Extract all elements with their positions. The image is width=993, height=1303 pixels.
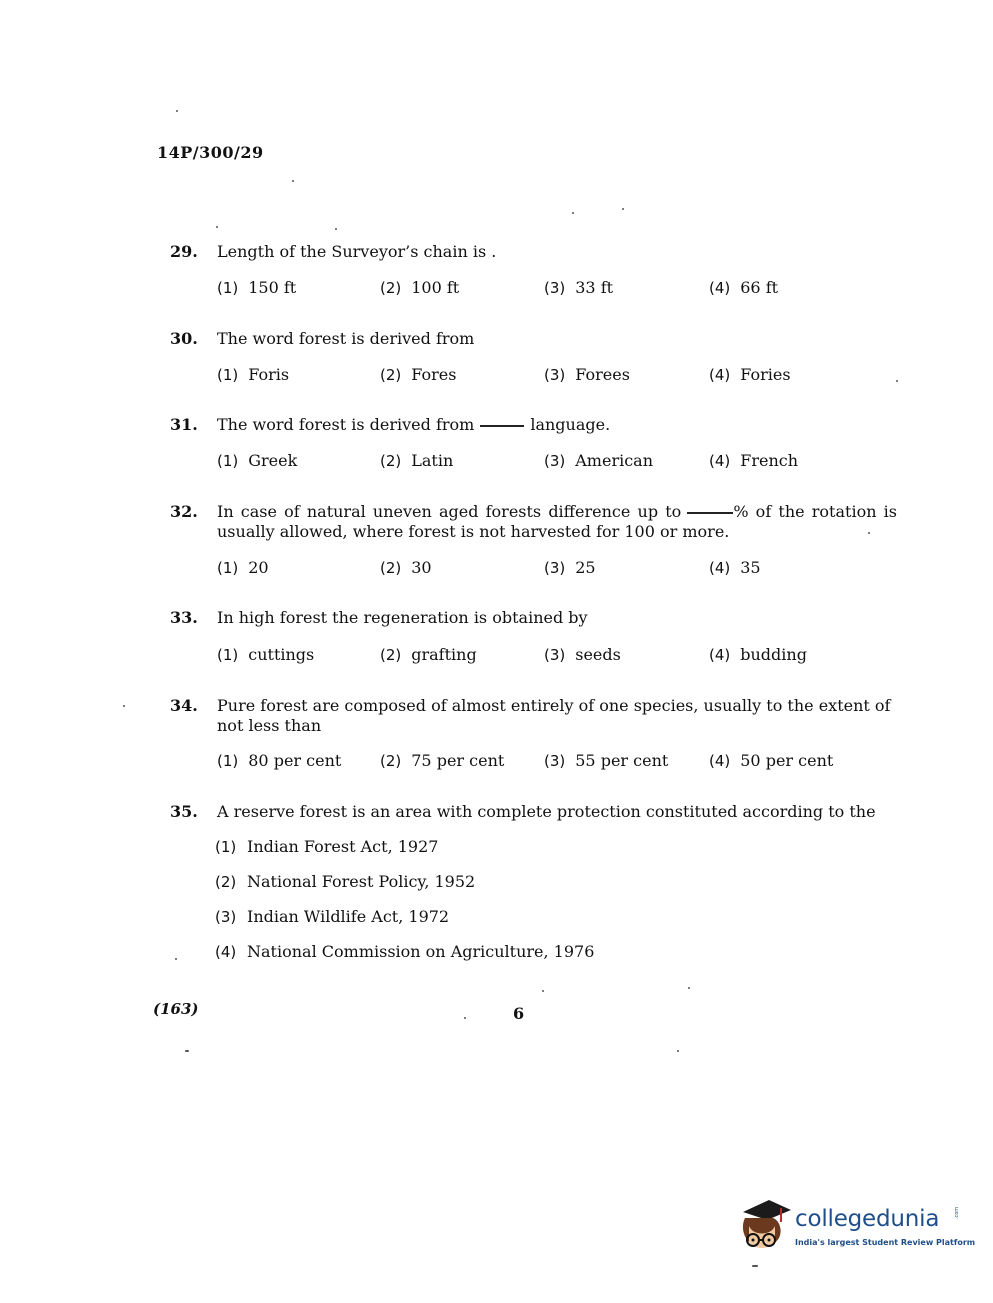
- option-text: 20: [248, 558, 269, 577]
- question-text-after-blank: % of the rotation is usually allowed, where forest is not harvested for 100 or more.: [217, 502, 898, 541]
- option-4: [709, 645, 807, 664]
- option-text: Foris: [248, 365, 290, 384]
- option-number: (4): [709, 646, 731, 664]
- option-4: [709, 558, 761, 577]
- scan-speck: [542, 990, 544, 992]
- option-4: [215, 942, 594, 961]
- option-number: (1): [217, 752, 239, 770]
- option-number: (3): [544, 279, 566, 297]
- option-3: [544, 365, 630, 384]
- scan-speck: [292, 180, 294, 182]
- option-number: (2): [380, 366, 402, 384]
- scan-speck: [688, 987, 690, 989]
- option-2: [380, 451, 453, 470]
- option-text: 75 per cent: [411, 751, 505, 770]
- question-number: 31.: [170, 415, 198, 434]
- option-text: Indian Forest Act, 1927: [247, 837, 439, 856]
- option-text: National Commission on Agriculture, 1976: [247, 942, 595, 961]
- question-text: [217, 415, 897, 435]
- footer-code: (163): [153, 1000, 199, 1018]
- option-text: 100 ft: [411, 278, 460, 297]
- option-number: (2): [380, 646, 402, 664]
- option-1: [217, 558, 269, 577]
- student-mascot-icon: [735, 1196, 793, 1256]
- scan-speck: [176, 110, 178, 112]
- option-1: [217, 451, 297, 470]
- option-number: (3): [544, 559, 566, 577]
- scan-speck: [123, 705, 125, 707]
- option-text: cuttings: [248, 645, 315, 664]
- page-number: 6: [513, 1004, 525, 1023]
- option-4: [709, 278, 778, 297]
- option-3: [215, 907, 449, 926]
- option-number: (4): [709, 452, 731, 470]
- option-text: French: [740, 451, 799, 470]
- option-number: (4): [709, 366, 731, 384]
- option-text: 33 ft: [575, 278, 614, 297]
- question-text: In high forest the regeneration is obtained by: [217, 608, 588, 627]
- question-text: Length of the Surveyor’s chain is .: [217, 242, 497, 261]
- option-text: Fories: [740, 365, 791, 384]
- option-number: (4): [215, 943, 237, 961]
- option-text: 30: [411, 558, 432, 577]
- option-text: 50 per cent: [740, 751, 834, 770]
- option-3: [544, 645, 621, 664]
- option-2: [380, 365, 456, 384]
- scan-speck: [216, 226, 218, 228]
- option-text: 25: [575, 558, 596, 577]
- option-text: seeds: [575, 645, 621, 664]
- question-number: 32.: [170, 502, 198, 521]
- answer-blank: [687, 512, 733, 514]
- option-1: [217, 751, 341, 770]
- question-text-before-blank: In case of natural uneven aged forests difference up to: [217, 502, 682, 521]
- option-text: Forees: [575, 365, 630, 384]
- option-3: [544, 451, 653, 470]
- scan-speck: [572, 212, 574, 214]
- option-number: (2): [380, 559, 402, 577]
- option-3: [544, 751, 668, 770]
- question-text-before-blank: The word forest is derived from: [217, 415, 475, 434]
- option-text: Greek: [248, 451, 298, 470]
- question-text: The word forest is derived from: [217, 329, 475, 348]
- question-text-after-blank: language.: [530, 415, 611, 434]
- option-text: Indian Wildlife Act, 1972: [247, 907, 450, 926]
- answer-blank: [480, 425, 524, 427]
- option-3: [544, 558, 596, 577]
- question-number: 35.: [170, 802, 198, 821]
- option-text: Fores: [411, 365, 457, 384]
- option-number: (3): [215, 908, 237, 926]
- scan-speck: [752, 1265, 758, 1267]
- option-number: (3): [544, 752, 566, 770]
- option-number: (4): [709, 752, 731, 770]
- option-1: [215, 837, 438, 856]
- option-1: [217, 278, 296, 297]
- question-35: [170, 802, 900, 972]
- option-1: [217, 365, 289, 384]
- option-number: (1): [217, 559, 239, 577]
- option-number: (3): [544, 366, 566, 384]
- option-number: (1): [215, 838, 237, 856]
- question-number: 34.: [170, 696, 198, 715]
- option-4: [709, 751, 833, 770]
- option-number: (1): [217, 279, 239, 297]
- scan-speck: [464, 1017, 466, 1019]
- paper-code: 14P/300/29: [157, 143, 264, 162]
- scan-speck: [622, 208, 624, 210]
- scan-speck: [335, 228, 337, 230]
- option-text: Latin: [411, 451, 454, 470]
- option-number: (2): [215, 873, 237, 891]
- option-number: (3): [544, 646, 566, 664]
- option-number: (1): [217, 646, 239, 664]
- question-text: A reserve forest is an area with complete protection constituted according to the: [217, 802, 876, 821]
- option-text: 55 per cent: [575, 751, 669, 770]
- option-2: [380, 558, 432, 577]
- scan-speck: [677, 1050, 679, 1052]
- scan-speck: [185, 1050, 189, 1052]
- option-1: [217, 645, 314, 664]
- option-number: (1): [217, 366, 239, 384]
- question-number: 29.: [170, 242, 198, 261]
- scan-speck: [896, 380, 898, 382]
- option-number: (1): [217, 452, 239, 470]
- option-number: (2): [380, 752, 402, 770]
- option-text: National Forest Policy, 1952: [247, 872, 476, 891]
- option-text: 66 ft: [740, 278, 779, 297]
- collegedunia-watermark: [735, 1196, 976, 1256]
- option-text: budding: [740, 645, 807, 664]
- option-text: 80 per cent: [248, 751, 342, 770]
- option-number: (4): [709, 279, 731, 297]
- option-text: grafting: [411, 645, 477, 664]
- option-2: [380, 278, 459, 297]
- option-2: [380, 645, 477, 664]
- question-text: [217, 502, 897, 542]
- brand-suffix: .com: [954, 1206, 961, 1220]
- option-text: American: [575, 451, 654, 470]
- option-number: (3): [544, 452, 566, 470]
- option-3: [544, 278, 613, 297]
- brand-tagline: India's largest Student Review Platform: [795, 1238, 976, 1247]
- question-text: Pure forest are composed of almost entirely of one species, usually to the extent of not less than: [217, 696, 891, 735]
- question-number: 33.: [170, 608, 198, 627]
- option-text: 35: [740, 558, 761, 577]
- option-number: (4): [709, 559, 731, 577]
- scan-speck: [175, 958, 177, 960]
- option-2: [215, 872, 475, 891]
- question-number: 30.: [170, 329, 198, 348]
- option-number: (2): [380, 279, 402, 297]
- scan-speck: [868, 532, 870, 534]
- option-4: [709, 365, 791, 384]
- brand-name: collegedunia: [795, 1206, 940, 1232]
- option-4: [709, 451, 798, 470]
- option-text: 150 ft: [248, 278, 297, 297]
- option-2: [380, 751, 504, 770]
- option-number: (2): [380, 452, 402, 470]
